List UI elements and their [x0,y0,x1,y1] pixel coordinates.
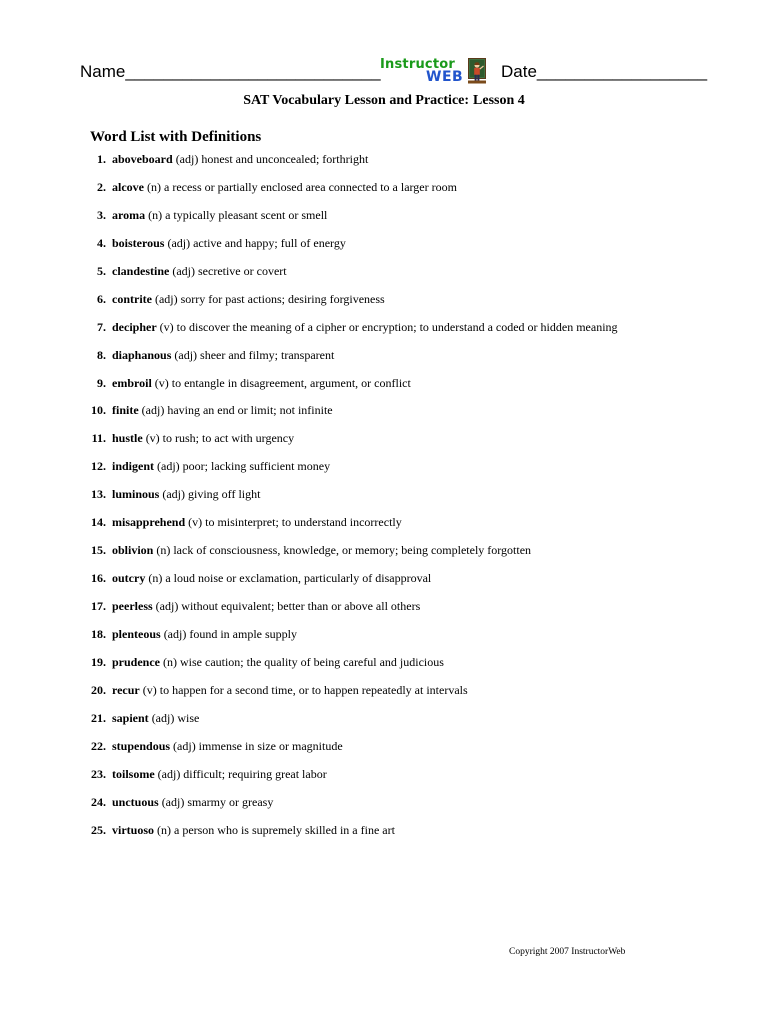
name-field: Name___________________________ [80,62,381,81]
vocab-definition: (adj) secretive or covert [169,263,287,278]
vocab-definition: (n) lack of consciousness, knowledge, or memory; being completely forgotten [153,543,532,558]
vocab-term: plenteous [112,626,161,641]
list-item [0,765,768,793]
item-number: 12. [91,459,106,474]
item-text [112,514,402,530]
vocab-term: contrite [112,291,152,306]
list-item [0,485,768,513]
item-number: 22. [91,738,106,753]
item-text [112,486,260,502]
item-text [112,570,431,586]
item-number: 2. [97,179,106,194]
item-text [112,151,368,167]
item-text [112,347,334,363]
vocab-term: misapprehend [112,515,186,530]
title-main: SAT Vocabulary Lesson and Practice: [243,93,470,108]
list-item [0,681,768,709]
list-item [0,457,768,485]
list-item [0,150,768,178]
vocab-definition: (adj) smarmy or greasy [158,794,274,809]
vocab-term: aroma [112,207,146,222]
item-text [112,375,411,391]
item-number: 19. [91,654,106,669]
list-item [0,737,768,765]
list-item [0,178,768,206]
vocab-definition: (adj) without equivalent; better than or above all others [152,599,421,613]
item-number: 20. [91,682,106,697]
item-text [112,654,444,670]
vocab-definition: (v) to rush; to act with urgency [142,431,295,446]
vocab-term: finite [112,403,139,418]
item-number: 4. [97,235,106,250]
vocab-term: hustle [112,431,143,446]
vocab-term: peerless [112,599,153,613]
vocab-term: stupendous [112,738,171,753]
vocab-term: alcove [112,179,144,194]
vocab-term: luminous [112,487,160,502]
title-lesson: Lesson 4 [473,93,525,108]
list-item [0,429,768,457]
vocab-definition: (n) wise caution; the quality of being careful and judicious [160,654,444,669]
vocab-definition: (n) a loud noise or exclamation, particularly of disapproval [145,571,432,586]
item-number: 15. [91,543,106,558]
item-text [112,542,531,558]
vocab-term: outcry [112,571,146,586]
item-number: 16. [91,571,106,586]
item-text [112,626,297,642]
item-number: 8. [97,347,106,362]
list-item [0,346,768,374]
vocab-term: oblivion [112,543,154,558]
item-text [112,319,618,335]
list-item [0,821,768,849]
vocab-term: boisterous [112,235,165,250]
vocab-definition: (adj) active and happy; full of energy [164,235,346,250]
logo-instructor-text: Instructor [380,57,455,72]
vocab-term: prudence [112,654,160,669]
list-item [0,597,768,625]
list-item [0,513,768,541]
vocab-term: decipher [112,319,157,334]
item-text [112,179,457,195]
list-item [0,206,768,234]
list-item [0,541,768,569]
vocab-definition: (n) a recess or partially enclosed area connected to a larger room [144,179,457,194]
page-title [0,93,768,109]
list-item [0,234,768,262]
section-heading: Word List with Definitions [90,129,262,145]
vocab-definition: (n) a person who is supremely skilled in a fine art [154,822,395,837]
list-item [0,374,768,402]
vocab-definition: (adj) giving off light [159,487,261,502]
item-number: 17. [91,599,106,613]
vocab-definition: (adj) wise [148,710,200,725]
list-item [0,653,768,681]
vocab-term: recur [112,682,140,697]
item-text [112,458,330,474]
list-item [0,290,768,318]
item-number: 1. [97,152,106,166]
item-number: 11. [91,431,106,446]
vocab-definition: (adj) sheer and filmy; transparent [171,347,335,362]
item-number: 13. [91,487,106,502]
vocab-definition: (adj) honest and unconcealed; forthright [172,152,369,166]
item-number: 23. [91,766,106,781]
list-item [0,262,768,290]
item-number: 6. [97,291,106,306]
list-item [0,793,768,821]
item-number: 5. [97,263,106,278]
item-text [112,738,343,754]
vocab-definition: (v) to misinterpret; to understand incorrectly [185,515,402,530]
item-number: 21. [91,710,106,725]
vocab-term: embroil [112,375,152,390]
vocab-definition: (adj) having an end or limit; not infinite [138,403,333,418]
word-list [0,150,768,848]
item-text [112,794,273,810]
vocab-definition: (v) to happen for a second time, or to happen repeatedly at intervals [139,682,468,697]
item-number: 7. [97,319,106,334]
vocab-definition: (n) a typically pleasant scent or smell [145,207,328,222]
list-item [0,318,768,346]
item-number: 25. [91,822,106,837]
vocab-term: indigent [112,459,155,474]
item-number: 18. [91,626,106,641]
item-text [112,263,287,279]
item-text [112,682,468,698]
header-row [80,57,708,88]
vocab-definition: (adj) found in ample supply [160,626,297,641]
item-text [112,402,333,418]
item-number: 14. [91,515,106,530]
item-number: 3. [97,207,106,222]
item-text [112,598,420,614]
vocab-term: virtuoso [112,822,154,837]
vocab-term: unctuous [112,794,159,809]
vocab-definition: (adj) poor; lacking sufficient money [154,459,331,474]
list-item [0,401,768,429]
teacher-at-chalkboard-icon [468,58,486,84]
item-number: 24. [91,794,106,809]
list-item [0,625,768,653]
item-text [112,430,294,446]
item-number: 9. [97,375,106,390]
item-text [112,207,327,223]
item-text [112,291,385,307]
vocab-term: sapient [112,710,149,725]
vocab-term: diaphanous [112,347,172,362]
vocab-term: toilsome [112,766,155,781]
date-field: Date__________________ [501,62,708,81]
list-item [0,569,768,597]
item-number: 10. [91,403,106,418]
vocab-definition: (v) to discover the meaning of a cipher or encryption; to understand a coded or hidden meaning [156,319,618,334]
item-text [112,822,395,838]
vocab-definition: (v) to entangle in disagreement, argument, or conflict [151,375,411,390]
item-text [112,235,346,251]
vocab-term: aboveboard [112,152,173,166]
vocab-definition: (adj) immense in size or magnitude [170,738,343,753]
item-text [112,710,199,726]
list-item [0,709,768,737]
vocab-definition: (adj) sorry for past actions; desiring forgiveness [151,291,385,306]
item-text [112,766,327,782]
logo-web-text: WEB [426,69,464,85]
vocab-term: clandestine [112,263,170,278]
instructorweb-logo [380,58,488,86]
copyright-notice: Copyright 2007 InstructorWeb [509,947,626,957]
vocab-definition: (adj) difficult; requiring great labor [154,766,327,781]
